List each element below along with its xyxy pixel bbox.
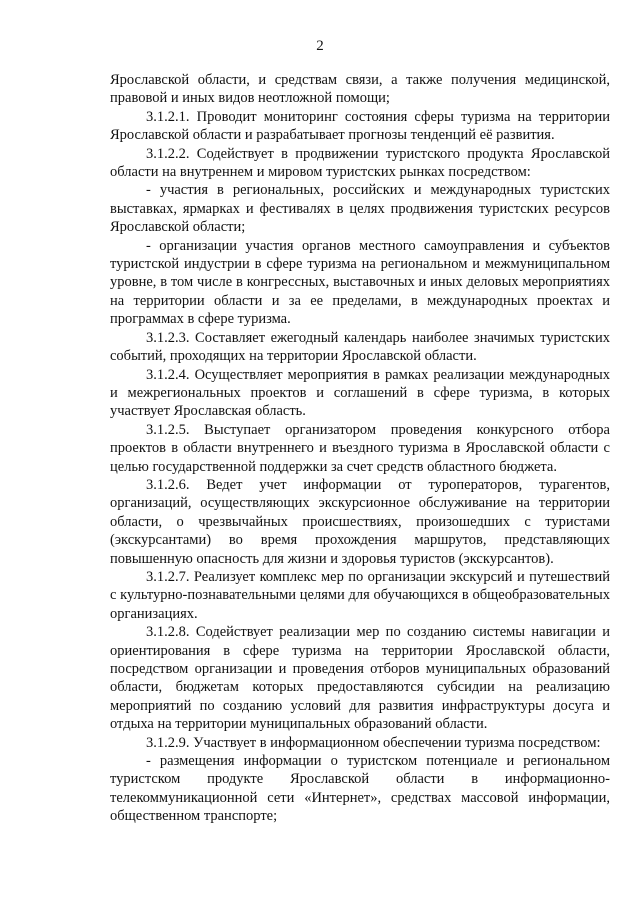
paragraph-3-1-2-6: 3.1.2.6. Ведет учет информации от туроператоров, турагентов, организаций, осуществляющих экскурсионное обслуживание на территории области, о чрезвычайных происшествиях, произошедших с туристами (экскурсантами) во время прохождения маршрутов, представляющих повышенную опасность для жизни и здоровья туристов (экскурсантов). [110,476,610,567]
paragraph-3-1-2-9: 3.1.2.9. Участвует в информационном обеспечении туризма посредством: [146,734,601,751]
paragraph-3-1-2-1: 3.1.2.1. Проводит мониторинг состояния сферы туризма на территории Ярославской области и разрабатывает прогнозы тенденций её развития. [110,108,610,144]
list-item-participation: - организации участия органов местного самоуправления и субъектов туристской индустрии в сфере туризма на региональном и межмуниципальном уровне, в том числе в конгрессных, выставочных и иных деловых мероприятиях на территории области и за ее пределами, в международных проектах и программах в сфере туризма. [110,237,610,328]
paragraph-3-1-2-5: 3.1.2.5. Выступает организатором проведения конкурсного отбора проектов в области внутреннего и въездного туризма в Ярославской области с целью государственной поддержки за счет средств областного бюджета. [110,421,610,475]
paragraph-3-1-2-3: 3.1.2.3. Составляет ежегодный календарь наиболее значимых туристских событий, проходящих на территории Ярославской области. [110,329,610,365]
document-body [110,71,610,826]
paragraph-3-1-2-8: 3.1.2.8. Содействует реализации мер по созданию системы навигации и ориентирования в сфере туризма на территории Ярославской области, посредством организации и проведения отборов муниципальных образований области, бюджетам которых предоставляются субсидии на реализацию мероприятий по созданию условий для развития инфраструктуры досуга и отдыха на территории муниципальных образований области. [110,624,610,733]
list-item-exhibitions: - участия в региональных, российских и международных туристских выставках, ярмарках и фестивалях в целях продвижения туристских ресурсов Ярославской области; [110,182,610,236]
paragraph-3-1-2-7: 3.1.2.7. Реализует комплекс мер по организации экскурсий и путешествий с культурно-познавательными целями для обучающихся в общеобразовательных организациях. [110,568,610,622]
page-number: 2 [316,38,324,54]
paragraph-3-1-2-4: 3.1.2.4. Осуществляет мероприятия в рамках реализации международных и межрегиональных проектов и соглашений в сфере туризма, в которых участвует Ярославская область. [110,366,610,420]
paragraph-continuation: Ярославской области, и средствам связи, а также получения медицинской, правовой и иных видов неотложной помощи; [110,72,610,107]
list-item-internet: - размещения информации о туристском потенциале и региональном туристском продукте Ярославской области в информационно-телекоммуникационной сети «Интернет», средствах массовой информации, общественном транспорте; [110,753,610,825]
paragraph-3-1-2-2: 3.1.2.2. Содействует в продвижении туристского продукта Ярославской области на внутреннем и мировом туристских рынках посредством: [110,145,610,181]
